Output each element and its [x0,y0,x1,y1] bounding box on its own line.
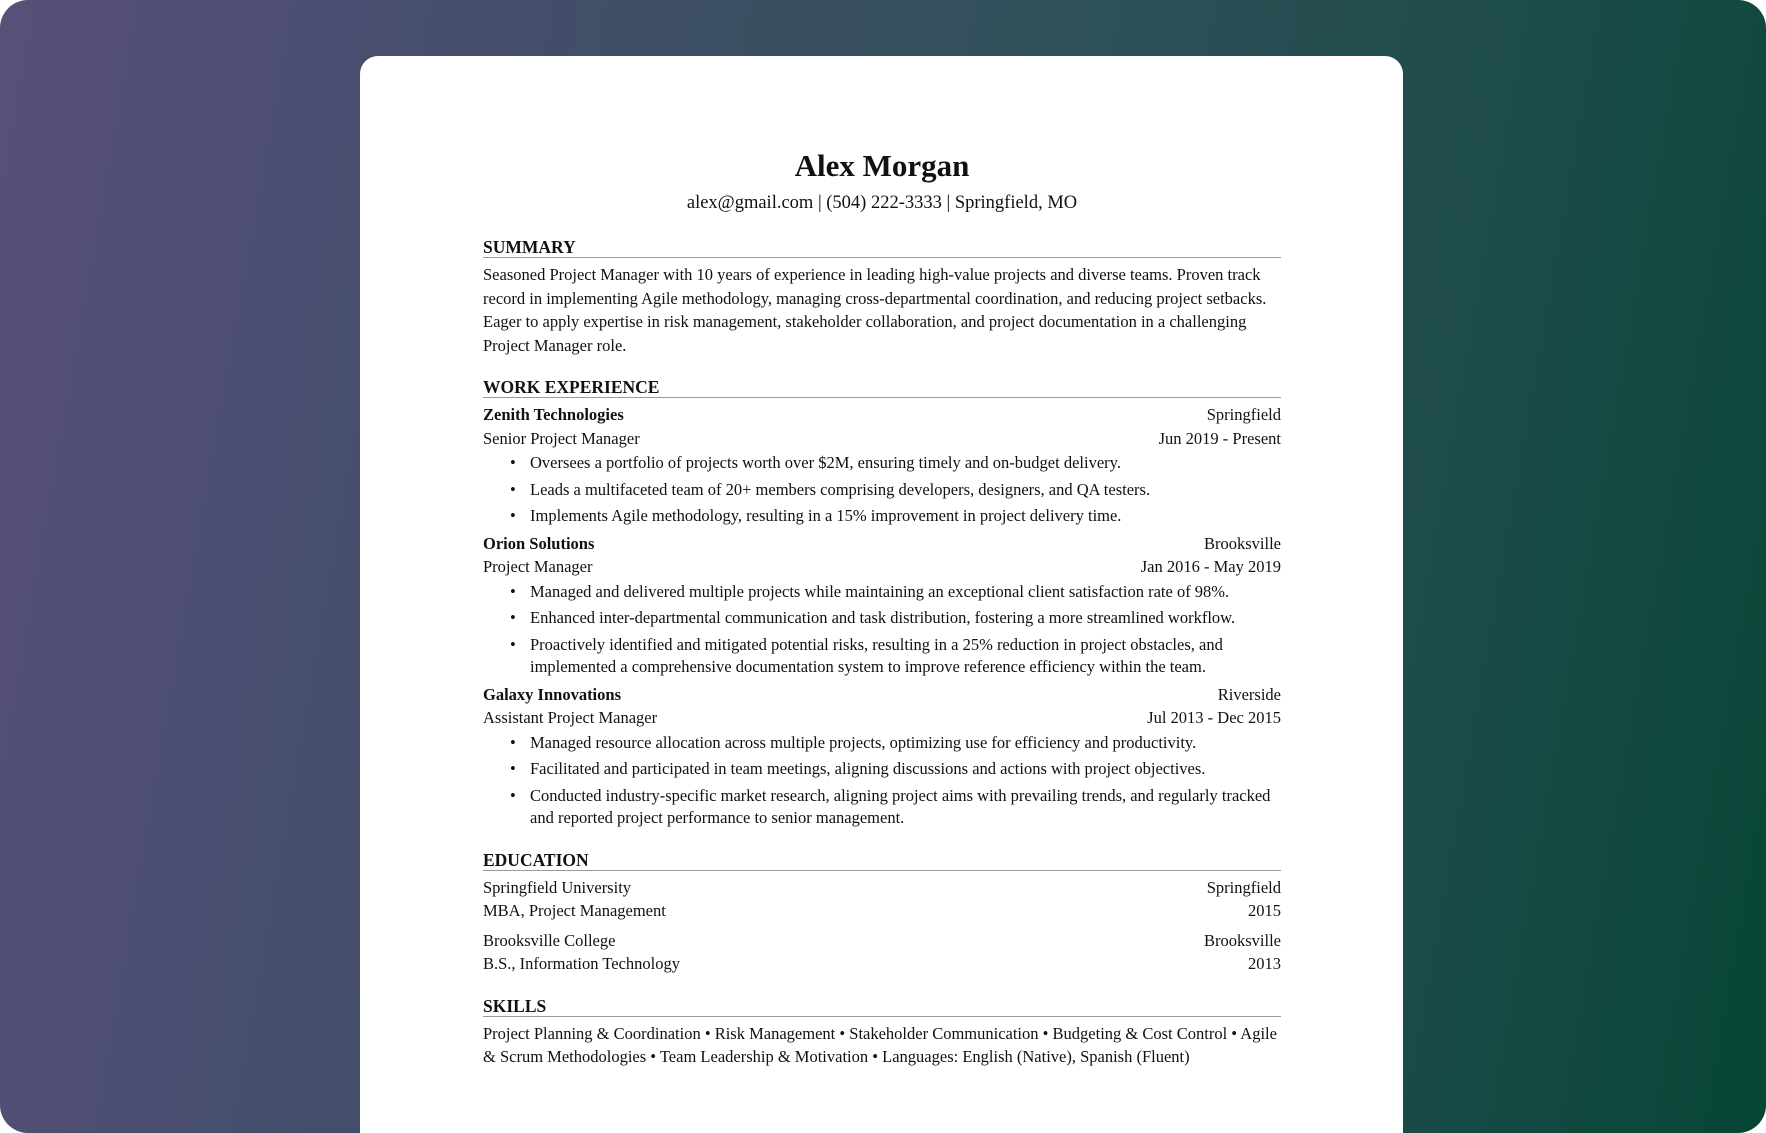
job-bullet-text: Managed and delivered multiple projects while maintaining an exceptional client satisfaction rate of 98%. [530,581,1230,601]
skills-heading: SKILLS [483,996,1281,1017]
job-bullet-text: Enhanced inter-departmental communication and task distribution, fostering a more streamlined workflow. [530,608,1236,627]
job-company: Galaxy Innovations [483,684,621,704]
job-bullet [483,452,1281,475]
job-bullet-text: Managed resource allocation across multiple projects, optimizing use for efficiency and productivity. [530,732,1197,752]
work-experience-heading: WORK EXPERIENCE [483,377,1281,398]
education-entry [483,929,1281,976]
job-entry [483,683,1281,830]
bullet-dot: • [510,732,516,752]
candidate-name: Alex Morgan [794,148,970,183]
education-degree: B.S., Information Technology [483,954,680,973]
job-role: Assistant Project Manager [483,708,658,727]
job-bullet [483,607,1281,630]
summary-text: Seasoned Project Manager with 10 years of experience in leading high-value projects and diverse teams. Proven track record in implementing Agile methodology, managing cross-departmental coordination, and reducing project setbacks. Eager to apply expertise in risk management, stakeholder collaboration, and project documentation in a challenging Project Manager role. [483,265,1267,355]
job-bullet [483,785,1281,830]
summary-heading: SUMMARY [483,237,1281,258]
job-role: Senior Project Manager [483,428,640,448]
job-bullet-list [483,732,1281,830]
bullet-dot: • [510,506,516,525]
resume-content [483,56,1281,1069]
bullet-dot: • [510,581,516,601]
education-school: Springfield University [483,877,632,897]
contact-line: alex@gmail.com | (504) 222-3333 | Springfield, MO [686,193,1078,213]
bullet-dot: • [510,785,516,805]
resume-page [360,56,1403,1133]
job-bullet-text: Proactively identified and mitigated potential risks, resulting in a 25% reduction in project obstacles, and implemented a comprehensive documentation system to improve reference efficiency within the team. [530,634,1223,676]
job-bullet [483,581,1281,604]
job-dates: Jan 2016 - May 2019 [1140,557,1281,576]
bullet-dot: • [510,759,516,778]
job-dates: Jul 2013 - Dec 2015 [1147,708,1281,727]
bullet-dot: • [510,634,516,654]
job-bullet [483,505,1281,528]
job-location: Brooksville [1204,533,1281,553]
job-bullet-text: Implements Agile methodology, resulting in a 15% improvement in project delivery time. [530,506,1122,525]
job-company: Orion Solutions [483,533,595,553]
job-role: Project Manager [483,557,593,576]
education-location: Springfield [1206,877,1281,897]
job-bullet [483,634,1281,679]
education-year: 2013 [1248,954,1281,973]
job-company: Zenith Technologies [483,405,624,424]
education-location: Brooksville [1204,930,1281,950]
job-location: Riverside [1217,684,1281,704]
education-entry [483,876,1281,923]
bullet-dot: • [510,453,516,472]
job-bullet-text: Facilitated and participated in team meetings, aligning discussions and actions with project objectives. [530,759,1206,778]
bullet-dot: • [510,608,516,627]
job-bullet-text: Oversees a portfolio of projects worth over $2M, ensuring timely and on-budget delivery. [530,453,1121,472]
job-bullet-text: Conducted industry-specific market research, aligning project aims with prevailing trends, and regularly tracked and reported project performance to senior management. [530,785,1271,827]
job-bullet-list [483,452,1281,528]
education-school: Brooksville College [483,930,616,950]
job-bullet [483,479,1281,502]
job-bullet-list [483,581,1281,679]
bullet-dot: • [510,479,516,499]
education-year: 2015 [1248,901,1281,920]
skills-text: Project Planning & Coordination • Risk Management • Stakeholder Communication • Budgeting & Cost Control • Agile & Scrum Methodologies • Team Leadership & Motivation • Languages: English (Native), Spanish (Fluent) [483,1023,1277,1066]
job-bullet [483,732,1281,755]
job-bullet [483,758,1281,781]
job-entry [483,532,1281,679]
job-entry [483,403,1281,528]
job-dates: Jun 2019 - Present [1158,428,1281,448]
job-location: Springfield [1206,405,1281,424]
job-bullet-text: Leads a multifaceted team of 20+ members comprising developers, designers, and QA testers. [530,479,1151,499]
education-heading: EDUCATION [483,850,1281,871]
education-degree: MBA, Project Management [483,901,666,920]
